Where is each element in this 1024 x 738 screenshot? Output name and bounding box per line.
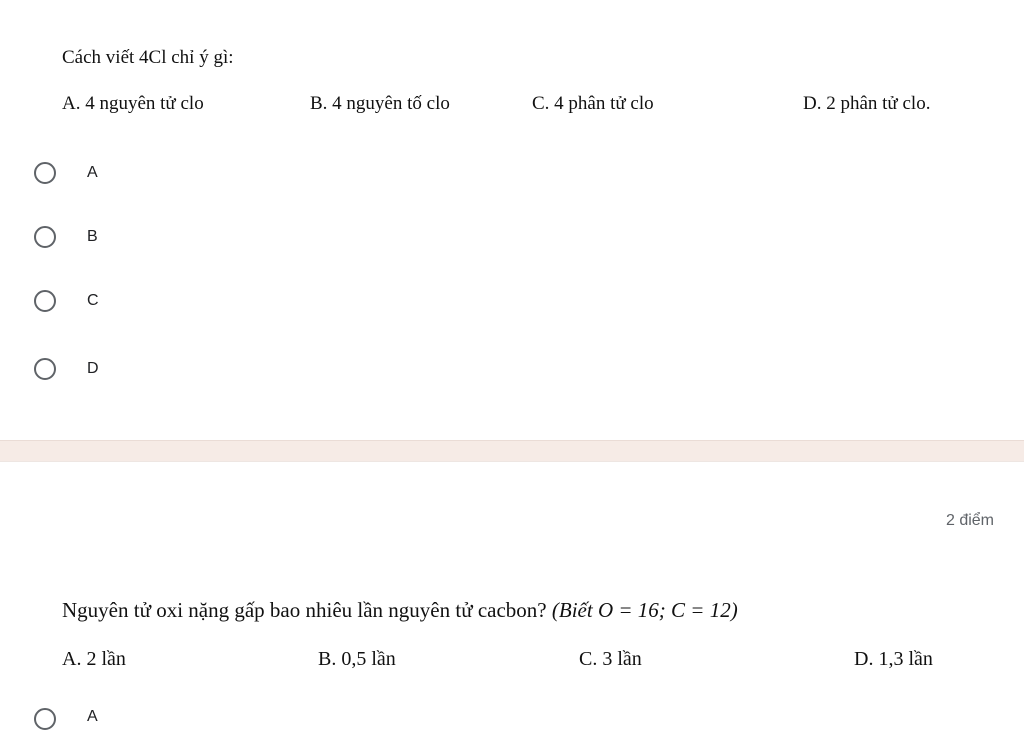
question-2-option-b-text: B. 0,5 lần — [318, 648, 396, 670]
question-card-2 — [0, 462, 1024, 723]
choice-b-label: B — [87, 228, 98, 245]
radio-button-c[interactable] — [34, 290, 56, 312]
question-2-hint: (Biết O = 16; C = 12) — [551, 598, 738, 622]
question-1-option-a-text: A. 4 nguyên tử clo — [62, 93, 204, 114]
points-label: 2 điểm — [945, 512, 994, 529]
choice-c[interactable] — [34, 285, 99, 317]
question-2-radio-button-a[interactable] — [34, 708, 56, 730]
question-1-text: Cách viết 4Cl chỉ ý gì: — [62, 47, 234, 68]
question-1-option-d-text: D. 2 phân tử clo. — [803, 93, 931, 114]
question-1-option-b-text: B. 4 nguyên tố clo — [310, 93, 450, 114]
choice-a[interactable] — [34, 157, 98, 189]
choice-c-label: C — [87, 292, 99, 309]
choice-b[interactable] — [34, 221, 98, 253]
choice-d-label: D — [87, 360, 99, 377]
question-2-option-a-text: A. 2 lần — [62, 648, 126, 670]
radio-button-d[interactable] — [34, 358, 56, 380]
choice-a-label: A — [87, 164, 98, 181]
question-2-text — [62, 598, 738, 623]
question-2-choice-a-label: A — [87, 708, 98, 725]
question-2-option-c-text: C. 3 lần — [579, 648, 642, 670]
radio-button-b[interactable] — [34, 226, 56, 248]
question-2-prompt: Nguyên tử oxi nặng gấp bao nhiêu lần nguyên tử cacbon? — [62, 598, 547, 622]
question-2-option-d-text: D. 1,3 lần — [854, 648, 933, 670]
radio-button-a[interactable] — [34, 162, 56, 184]
choice-d[interactable] — [34, 353, 99, 385]
question-1-option-c-text: C. 4 phân tử clo — [532, 93, 654, 114]
card-separator — [0, 440, 1024, 462]
question-2-choice-a[interactable] — [34, 708, 98, 738]
